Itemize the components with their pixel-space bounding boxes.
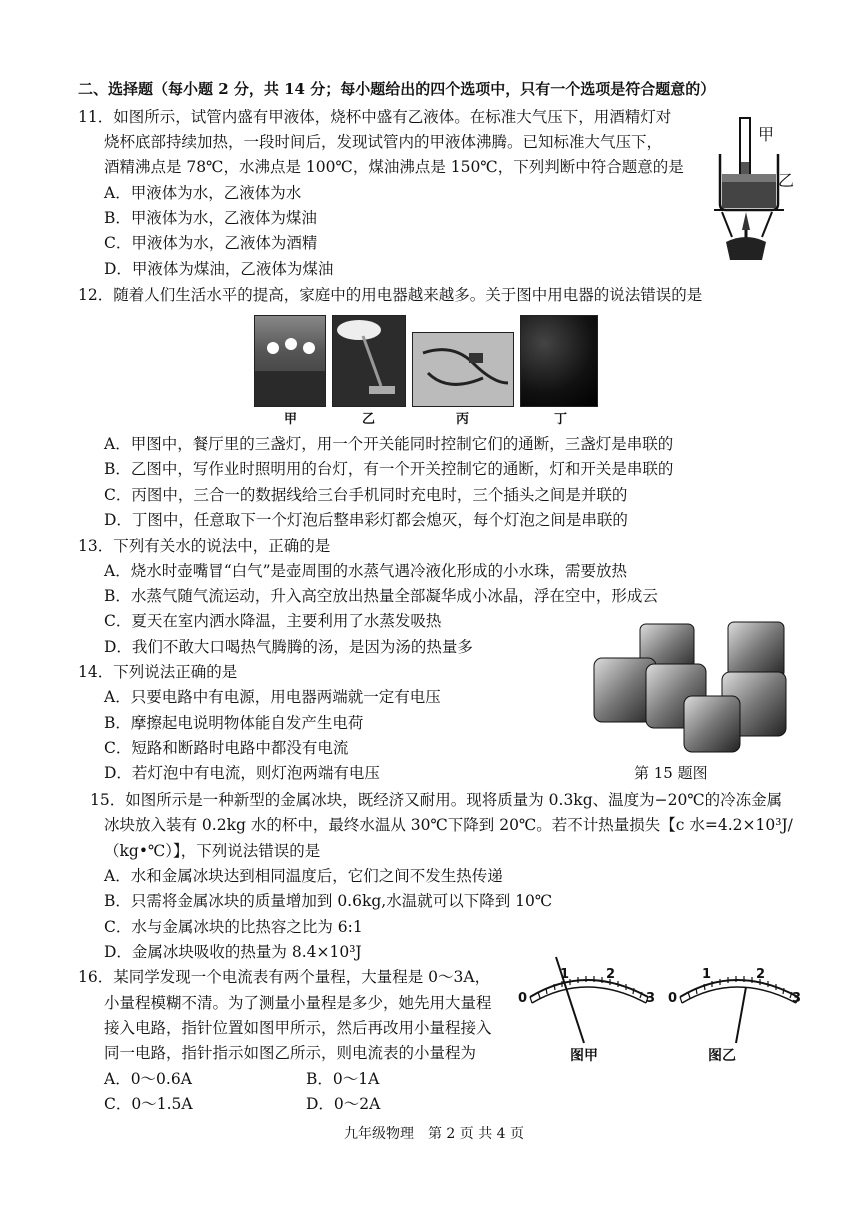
q16-yi-tick-3: 3 [792,991,802,1006]
q11-stem-line-3: 酒精沸点是 78℃，水沸点是 100℃，煤油沸点是 150℃，下列判断中符合题意的是 [104,158,684,176]
q16-stem-line-2: 小量程模糊不清。为了测量小量程是多少，她先用大量程 [104,994,492,1012]
q16-jia-tick-1: 1 [560,967,570,982]
q11-option-a: A．甲液体为水，乙液体为水 [104,184,302,202]
q15-figure-caption: 第 15 题图 [634,764,708,782]
q16-ammeter-dial-jia [516,955,666,1050]
q12-label-ding: 丁 [554,412,568,427]
q14-stem: 14．下列说法正确的是 [78,663,238,681]
section-header: 二、选择题（每小题 2 分，共 14 分；每小题给出的四个选项中，只有一个选项是符合题意的） [78,80,716,98]
q14-option-a: A．只要电路中有电源，用电器两端就一定有电压 [104,688,441,706]
q11-stem-line-1: 11．如图所示，试管内盛有甲液体，烧杯中盛有乙液体。在标准大气压下，用酒精灯对 [78,108,672,126]
q15-stem-line-2: 冰块放入装有 0.2kg 水的杯中，最终水温从 30℃下降到 20℃。若不计热量损失【c 水=4.2×10³J/ [104,816,793,834]
q13-option-d: D．我们不敢大口喝热气腾腾的汤，是因为汤的热量多 [104,638,473,656]
q15-stem-line-1: 15．如图所示是一种新型的金属冰块，既经济又耐用。现将质量为 0.3kg、温度为−20℃的冷冻金属 [90,791,783,809]
q15-option-d: D．金属冰块吸收的热量为 8.4×10³J [104,943,362,961]
q12-photo-jia [254,315,326,407]
q12-option-c: C．丙图中，三合一的数据线给三台手机同时充电时，三个插头之间是并联的 [104,486,628,504]
q16-yi-tick-2: 2 [756,967,766,982]
q16-option-c: C．0～1.5A [104,1095,193,1113]
q16-jia-tick-3: 3 [646,991,656,1006]
q11-option-c: C．甲液体为水，乙液体为酒精 [104,234,318,252]
q16-stem-line-3: 接入电路，指针位置如图甲所示，然后再改用小量程接入 [104,1019,492,1037]
q16-jia-tick-0: 0 [518,991,528,1006]
q16-option-b: B．0～1A [306,1070,380,1088]
q16-stem-line-1: 16．某同学发现一个电流表有两个量程，大量程是 0～3A， [78,968,491,986]
q13-option-a: A．烧水时壶嘴冒“白气”是壶周围的水蒸气遇冷液化形成的小水珠，需要放热 [104,562,628,580]
q12-label-bing: 丙 [456,412,470,427]
q15-metal-ice-cubes-figure [588,616,800,756]
q12-option-b: B．乙图中，写作业时照明用的台灯，有一个开关控制它的通断，灯和开关是串联的 [104,460,674,478]
q11-option-b: B．甲液体为水，乙液体为煤油 [104,209,317,227]
q11-label-yi: 乙 [778,171,795,190]
q12-photo-ding [520,315,598,407]
q16-yi-tick-1: 1 [702,967,712,982]
q14-option-d: D．若灯泡中有电流，则灯泡两端有电压 [104,764,380,782]
q12-label-jia: 甲 [284,412,298,427]
page-footer: 九年级物理 第 2 页 共 4 页 [343,1126,525,1142]
q15-option-b: B．只需将金属冰块的质量增加到 0.6kg,水温就可以下降到 10℃ [104,892,553,910]
q13-option-c: C．夏天在室内洒水降温，主要利用了水蒸发吸热 [104,612,442,630]
q12-photo-bing [412,332,514,407]
q15-option-c: C．水与金属冰块的比热容之比为 6:1 [104,918,363,936]
q12-stem: 12．随着人们生活水平的提高，家庭中的用电器越来越多。关于图中用电器的说法错误的是 [78,286,703,304]
q14-option-b: B．摩擦起电说明物体能自发产生电荷 [104,714,364,732]
q12-label-yi: 乙 [362,412,376,427]
q15-stem-line-3: （kg•℃）】，下列说法错误的是 [104,842,321,860]
q12-option-a: A．甲图中，餐厅里的三盏灯，用一个开关能同时控制它们的通断，三盏灯是串联的 [104,435,674,453]
q16-stem-line-4: 同一电路，指针指示如图乙所示，则电流表的小量程为 [104,1044,477,1062]
q12-option-d: D．丁图中，任意取下一个灯泡后整串彩灯都会熄灭，每个灯泡之间是串联的 [104,511,628,529]
q16-dial-caption-jia: 图甲 [570,1048,598,1064]
q16-yi-tick-0: 0 [668,991,678,1006]
q15-option-a: A．水和金属冰块达到相同温度后，它们之间不发生热传递 [104,867,503,885]
q13-stem: 13．下列有关水的说法中，正确的是 [78,537,331,555]
q11-option-d: D．甲液体为煤油，乙液体为煤油 [104,260,334,278]
q16-dial-caption-yi: 图乙 [708,1048,736,1064]
q12-photo-yi [332,315,406,407]
q16-option-d: D．0～2A [306,1095,381,1113]
q11-label-jia: 甲 [758,125,775,144]
q11-stem-line-2: 烧杯底部持续加热，一段时间后，发现试管内的甲液体沸腾。已知标准大气压下， [104,133,663,151]
q14-option-c: C．短路和断路时电路中都没有电流 [104,739,349,757]
q16-option-a: A．0～0.6A [104,1070,192,1088]
q16-jia-tick-2: 2 [606,967,616,982]
q13-option-b: B．水蒸气随气流运动，升入高空放出热量全部凝华成小冰晶，浮在空中，形成云 [104,587,658,605]
